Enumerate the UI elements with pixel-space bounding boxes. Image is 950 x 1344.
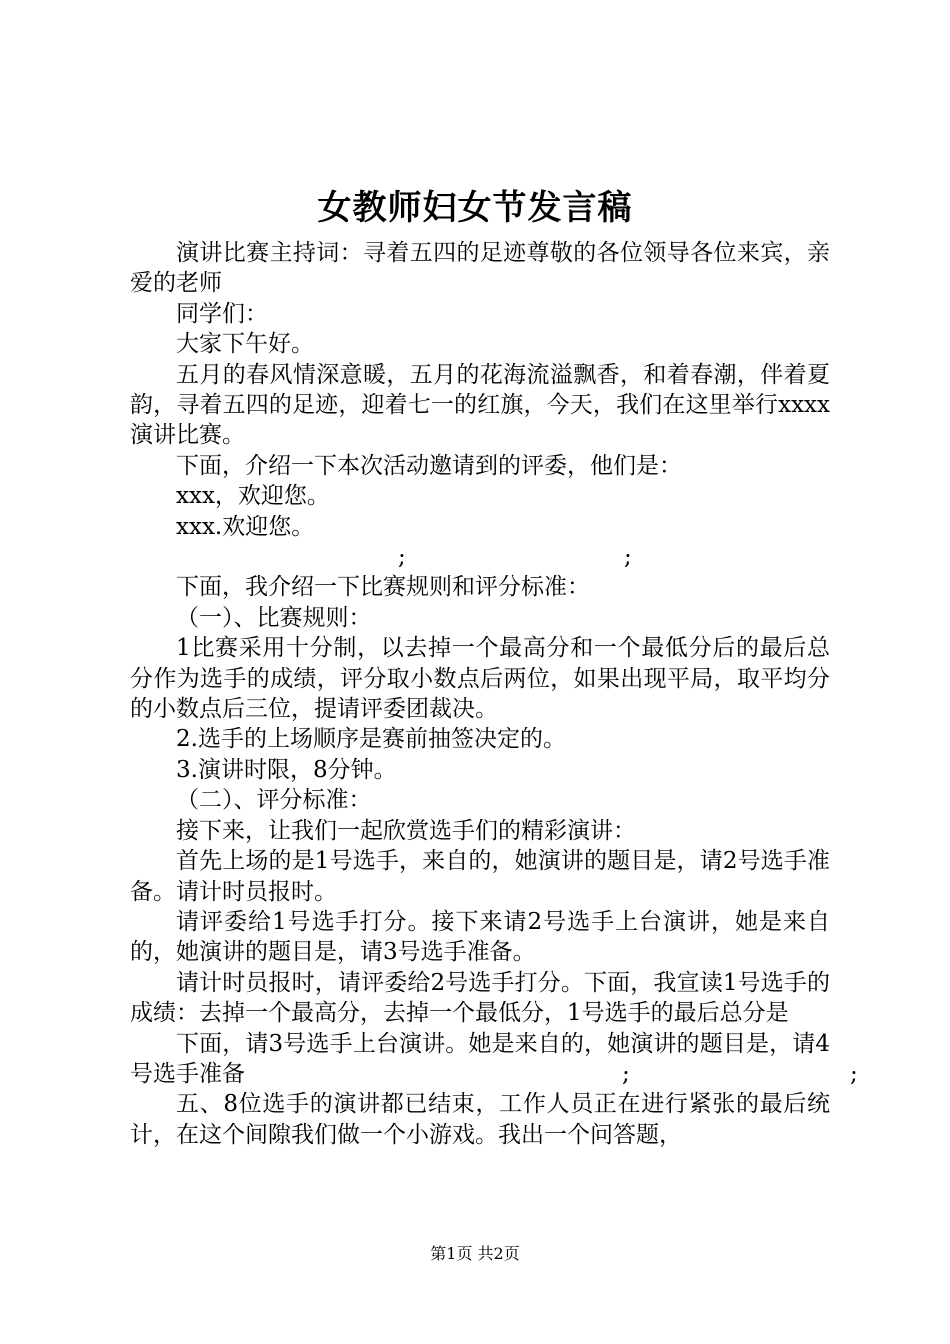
separator-mark: ;: [622, 1060, 630, 1087]
paragraph: （二）、评分标准：: [176, 787, 372, 814]
paragraph: 五、8位选手的演讲都已结束，工作人员正在进行紧张的最后统计，在这个间隙我们做一个小游戏。我出一个问答题，: [130, 1091, 830, 1148]
document-title: 女教师妇女节发言稿: [317, 188, 633, 228]
paragraph-text: 下面，请3号选手上台演讲。她是来自的，她演讲的题目是，请4号选手准备: [130, 1030, 830, 1087]
separator-mark: ;: [398, 544, 406, 571]
paragraph: xxx.欢迎您。: [176, 513, 315, 540]
paragraph: 演讲比赛主持词：寻着五四的足迹尊敬的各位领导各位来宾，亲爱的老师: [130, 240, 830, 297]
paragraph: （一）、比赛规则：: [176, 604, 372, 631]
paragraph: xxx，欢迎您。: [176, 483, 330, 510]
paragraph: 1比赛采用十分制，以去掉一个最高分和一个最低分后的最后总分作为选手的成绩，评分取小数点后两位，如果出现平局，取平均分的小数点后三位，提请评委团裁决。: [130, 635, 830, 723]
paragraph: 请计时员报时，请评委给2号选手打分。下面，我宣读1号选手的成绩：去掉一个最高分，去掉一个最低分，1号选手的最后总分是: [130, 969, 830, 1027]
paragraph: 大家下午好。: [176, 331, 314, 358]
paragraph-with-marks: [130, 1029, 858, 1090]
separator-mark: ;: [624, 544, 632, 571]
separator-line: [130, 542, 830, 572]
paragraph: 下面，我介绍一下比赛规则和评分标准：: [176, 574, 590, 601]
paragraph: 3.演讲时限，8分钟。: [176, 756, 397, 783]
paragraph: 请评委给1号选手打分。接下来请2号选手上台演讲，她是来自的，她演讲的题目是，请3号选手准备。: [130, 908, 830, 966]
page-footer: 第1页 共2页: [430, 1244, 520, 1263]
paragraph: 下面，介绍一下本次活动邀请到的评委，他们是：: [176, 452, 682, 479]
paragraph: 2.选手的上场顺序是赛前抽签决定的。: [176, 726, 566, 753]
document-body: [130, 238, 858, 1150]
paragraph: 首先上场的是1号选手，来自的，她演讲的题目是，请2号选手准备。请计时员报时。: [130, 848, 830, 905]
paragraph: 同学们：: [176, 300, 268, 327]
paragraph: 五月的春风情深意暖，五月的花海流溢飘香，和着春潮，伴着夏韵，寻着五四的足迹，迎着七一的红旗，今天，我们在这里举行xxxx演讲比赛。: [130, 361, 830, 449]
paragraph: 接下来，让我们一起欣赏选手们的精彩演讲：: [176, 817, 636, 844]
separator-mark: ;: [850, 1060, 858, 1087]
